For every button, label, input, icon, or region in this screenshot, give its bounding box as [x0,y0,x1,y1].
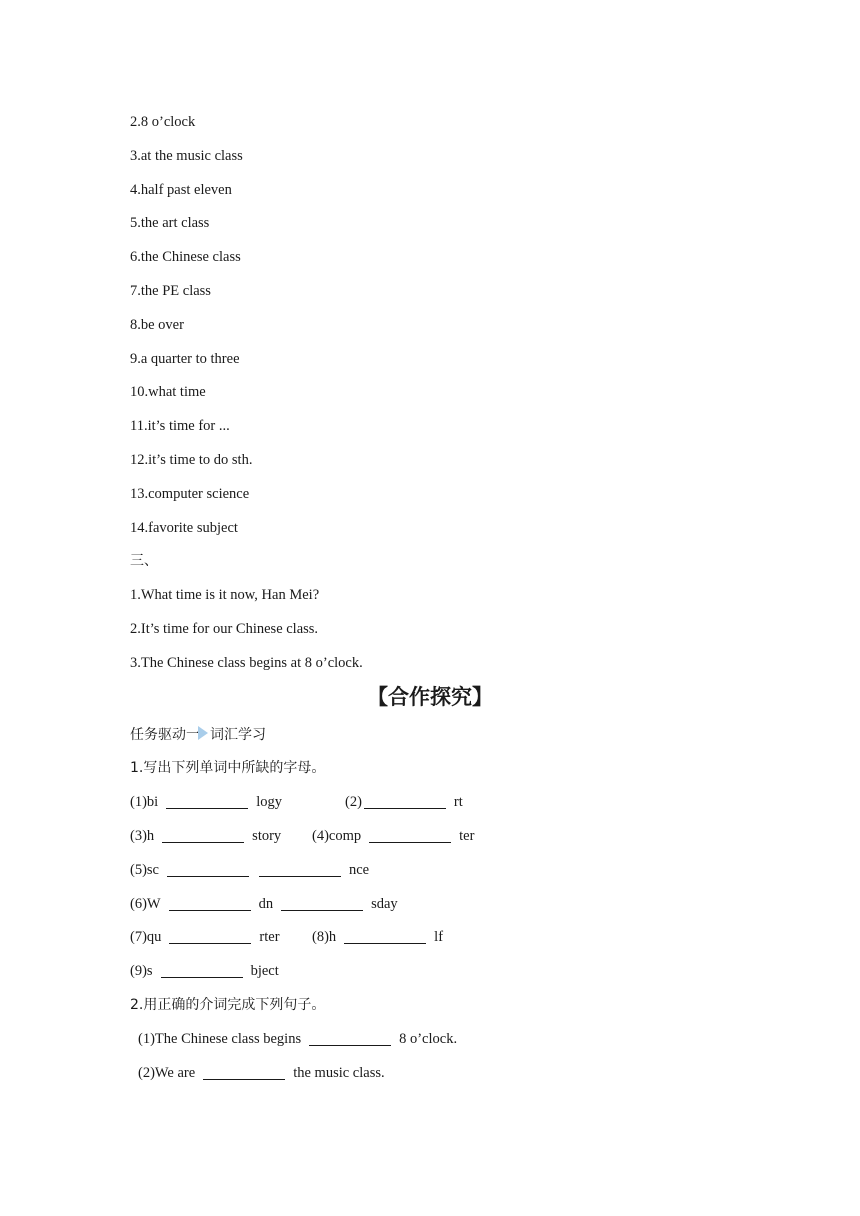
answer-blank[interactable] [169,929,251,944]
answer-blank[interactable] [169,896,251,911]
phrase-line: 2.8 o’clock [130,114,196,130]
word-fragment: ter [459,827,475,844]
task-title-part2: 词汇学习 [210,726,266,743]
word-fragment: lf [434,929,444,946]
phrase-line: 6.the Chinese class [130,249,241,266]
phrase-line: 3.at the music class [130,147,243,164]
answer-blank[interactable] [309,1031,391,1046]
word-fragment: story [252,827,282,844]
phrase-line: 5.the art class [130,215,210,232]
sentence-line: 3.The Chinese class begins at 8 o’clock. [130,654,363,671]
word-fragment: dn [258,895,274,912]
word-fragment: (7)qu [130,929,162,946]
word-fragment: (3)h [130,827,155,844]
word-fragment: logy [256,794,282,811]
phrase-line: 10.what time [130,384,206,401]
answer-blank[interactable] [259,862,341,877]
word-fragment: (1)bi [130,794,159,811]
document-page [130,112,730,1096]
section-three-label: 三、 [130,553,158,570]
word-fragment: rter [259,929,280,946]
fill-blank-row [130,792,730,826]
fill-blank-row [130,826,730,860]
task-title-part1: 任务驱动一 [130,726,200,743]
fill-blank-row [130,860,730,894]
question-instruction: 2.用正确的介词完成下列句子。 [130,996,326,1013]
sentence-fragment: (2)We are [138,1064,196,1081]
answer-blank[interactable] [161,963,243,978]
fill-item [312,927,443,947]
word-fragment: (6)W [130,895,161,912]
phrase-line: 11.it’s time for ... [130,418,230,435]
word-fragment: rt [453,794,463,811]
word-fragment: bject [250,963,279,980]
task-title [130,725,730,759]
answer-blank[interactable] [281,896,363,911]
phrase-line: 12.it’s time to do sth. [130,451,253,468]
word-fragment: (8)h [312,929,337,946]
phrase-line: 9.a quarter to three [130,350,240,367]
phrase-line: 4.half past eleven [130,181,232,198]
sentence-fragment: the music class. [293,1064,385,1081]
word-fragment: (2) [345,794,362,811]
fill-item [312,826,474,846]
fill-blank-sentence [130,1063,730,1097]
sentence-line: 1.What time is it now, Han Mei? [130,587,320,604]
answer-blank[interactable] [364,794,446,809]
phrase-line: 8.be over [130,316,184,333]
answer-blank[interactable] [369,828,451,843]
sentence-fragment: 8 o’clock. [399,1030,458,1047]
question-instruction: 1.写出下列单词中所缺的字母。 [130,760,326,777]
word-fragment: (4)comp [312,827,362,844]
fill-blank-row [130,894,730,928]
fill-blank-sentence [130,1029,730,1063]
word-fragment: (9)s [130,963,153,980]
word-fragment: sday [371,895,398,912]
fill-item [130,826,312,846]
sentence-fragment: (1)The Chinese class begins [138,1030,302,1047]
word-fragment: nce [349,861,370,878]
fill-item [130,927,312,947]
fill-blank-row [130,961,730,995]
fill-blank-row [130,927,730,961]
arrow-right-icon [198,726,208,740]
fill-item [130,792,345,812]
answer-blank[interactable] [166,794,248,809]
answer-blank[interactable] [167,862,249,877]
section-heading: 【合作探究】 [367,684,493,709]
phrase-line: 7.the PE class [130,282,211,299]
phrase-line: 13.computer science [130,485,250,502]
phrase-line: 14.favorite subject [130,519,238,536]
answer-blank[interactable] [344,929,426,944]
answer-blank[interactable] [203,1065,285,1080]
fill-item [345,792,463,812]
word-fragment: (5)sc [130,861,159,878]
answer-blank[interactable] [162,828,244,843]
sentence-line: 2.It’s time for our Chinese class. [130,620,319,637]
